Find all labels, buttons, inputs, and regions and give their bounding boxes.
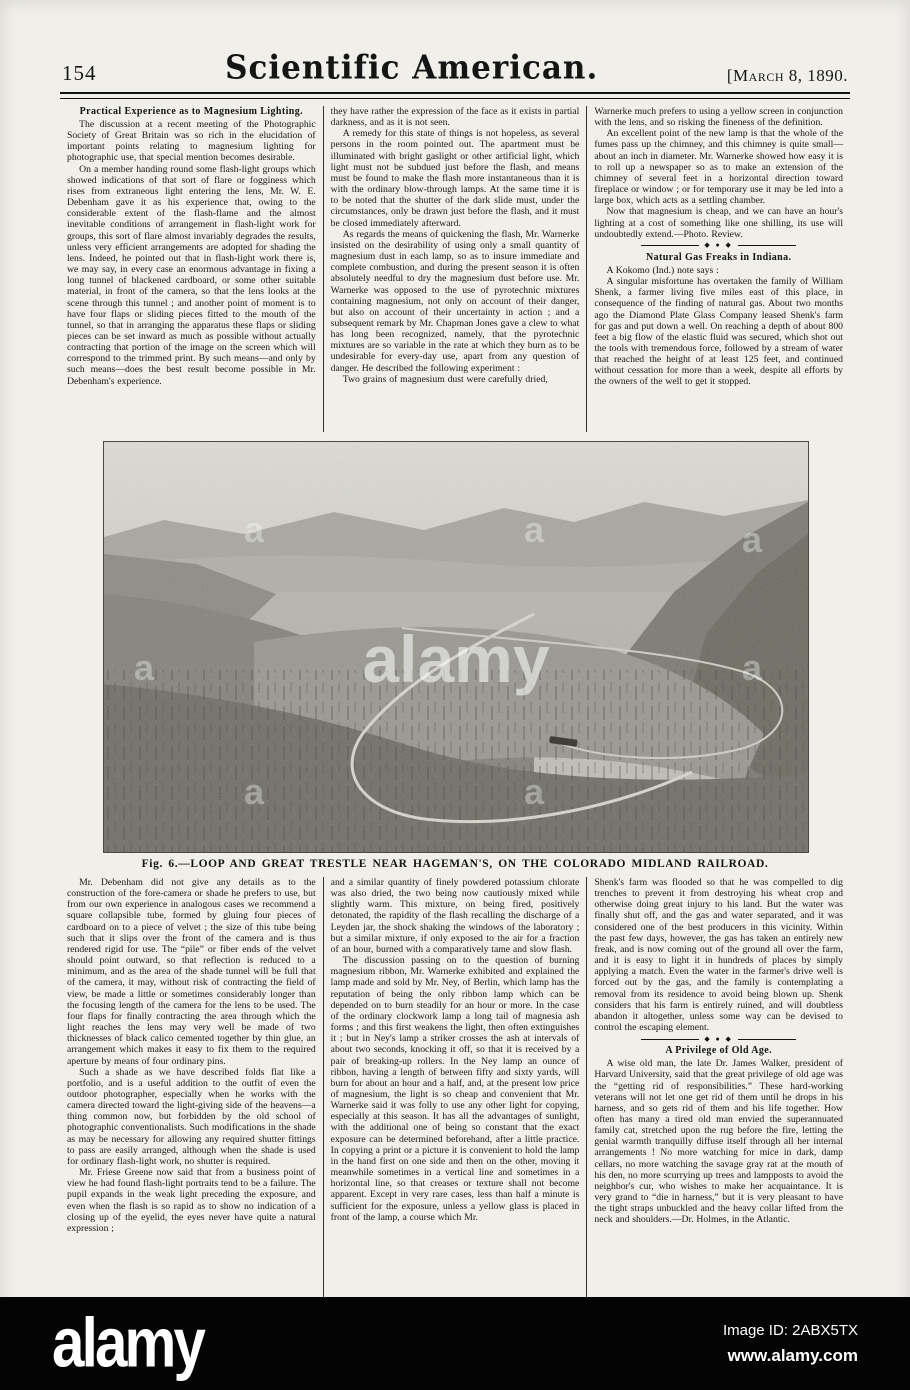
article-paragraph: Warnerke much prefers to using a yellow screen in conjunction with the lens, and so risking the fineness of the definition.: [594, 106, 844, 129]
issue-date: [March 8, 1890.: [726, 66, 848, 85]
image-credits: [723, 1322, 858, 1366]
article-paragraph: An excellent point of the new lamp is that the whole of the fumes pass up the chimney, and this chimney is quite small—about an inch in diameter. Mr. Warnerke showed how easy it is to roll up a newspaper so as to make an extension of the chimney of several feet in a horizontal direction toward fireplace or window ; or for temporary use it may be led into a large box, which acts as a settling chamber.: [594, 128, 844, 207]
article-paragraph: The discussion passing on to the question of burning magnesium ribbon, Mr. Warnerke exhibited and explained the lamp made and sold by Mr. Ney, of Berlin, which lamp has the reputation of being the only ribbon lamp which can be depended on to burn steadily for an hour or more. In the case of the ordinary clockwork lamp a long tail of magnesia ash forms ; and this first weakens the light, then often extinguishes it ; but in Ney's lamp a striker crosses the ash at intervals of about two seconds, knocking it off, so that it is received by a pair of breaking-up rollers. In the Ney lamp an ounce of ribbon, having a length of between fifty and sixty yards, will burn for about an hour and a half, and, at the present low price of magnesium, the light is so cheap and convenient that Mr. Warnerke said it was folly to use any other light for copying, especially at this season. It has all the advantages of sunlight, with the additional one of being so constant that the exact exposure can be determined beforehand, after a little practice. In copying a print or a picture it is convenient to hold the lamp in the hand first on one side and then on the other, moving it meanwhile sometimes in a vertical line and sometimes in a horizontal line, so that creases or texture shall not become apparent. Except in very rare cases, less than half a minute is sufficient for the exposure, unless a yellow glass is placed in front of the lamp, a course which Mr.: [330, 955, 580, 1223]
article-heading-magnesium: Practical Experience as to Magnesium Lighting.: [79, 106, 304, 117]
article-paragraph: and a similar quantity of finely powdered potassium chlorate was also dried, the two being now cautiously mixed while slightly warm. This mixture, on being fired, positively detonated, the rapidity of the flash recalling the discharge of a Leyden jar, the shock shaking the windows of the laboratory ; but a similar mixture, if only exposed to the air for a fraction of an hour, burned with a comparatively tame and slow flash.: [330, 877, 580, 955]
column-2-top: [323, 106, 587, 432]
column-1-bottom: [60, 877, 323, 1301]
watermark-letter: a: [741, 647, 763, 688]
watermark-letter: a: [243, 771, 265, 812]
railroad-loop-photo: [103, 441, 809, 853]
watermark-letter: a: [741, 519, 763, 560]
article-paragraph: The discussion at a recent meeting of the Photographic Society of Great Britain was so rich in the elucidation of important points relating to magnesium lighting for photographic use, that special mention becomes desirable.: [67, 119, 316, 164]
column-3-bottom: [586, 877, 850, 1301]
section-divider-ornament: [594, 240, 843, 252]
watermark-letter: a: [523, 771, 545, 812]
article-paragraph: A remedy for this state of things is not hopeless, as several persons in the room pointed out. The apartment must be illuminated with bright gaslight or other artificial light, which light must not be subdued just before the flash, and means must be found to make the flash more instantaneous than it is with the ordinary blow-through lamps. At the same time it is to be noted that the shutter of the dark slide must, under the circumstances, only be drawn just before the flash, and it must be closed immediately afterward.: [330, 128, 580, 229]
article-paragraph: Such a shade as we have described folds flat like a portfolio, and is a useful addition to the outfit of even the outdoor photographer, especially when he works with the camera directed toward the light-giving side of the heavens—a thing common now, but forbidden by the old school of photographic conventionalists. Such modifications in the shade as may be necessary for allowing any required shutter fittings to pass are easily arranged, although when the shade is used for ordinary flash-light work, no shutter is required.: [67, 1066, 316, 1167]
watermark-letter: a: [523, 509, 545, 550]
column-1-top: [60, 106, 323, 432]
watermark-letter: a: [133, 647, 155, 688]
article-paragraph: Two grains of magnesium dust were carefully dried,: [342, 373, 548, 385]
masthead-title: Scientific American.: [225, 49, 599, 87]
article-paragraph: A Kokomo (Ind.) note says :: [606, 264, 719, 276]
article-paragraph: On a member handing round some flash-light groups which showed indications of that sort of flare or fogginess which rises from extraneous light entering the lens, Mr. W. E. Debenham gave it as his experience that, owing to the considerable extent of the flash-flame and the almost inevitable conditions of arrangement in flash-light work for groups, this sort of flare almost invariably degrades the results, unless very efficient arrangements are adopted for shading the lens. Indeed, he pointed out that in flash-light work there is, we may say, in every case an enormous advantage in fixing a long tunnel of blackened cardboard, or some other suitable material, in front of the camera, so that the lens looks at the scene through this tunnel ; and another point of moment is to have four flaps or sliding pieces fitted to the mouth of the tunnel, so that in arranging the apparatus these flaps or sliding pieces can be set inward as much as possible without actually contracting that portion of the image on the screen which will correspond to the trimmed print. By such means—and only by such means—does the best result become possible in Mr. Debenham's experience.: [67, 163, 316, 387]
bottom-column-section: [60, 877, 850, 1301]
watermark-letter: a: [243, 509, 265, 550]
article-paragraph: Shenk's farm was flooded so that he was compelled to dig trenches to prevent it from destroying his wheat crop and otherwise doing great injury to his land. But the water was finally shut off, and the gas and water separated, and it was considered one of the best producers in this vicinity. Within the past few days, however, the gas has taken an entirely new freak, and is now coming out of the ground all over the farm, and it is easy to light it in hundreds of places by simply applying a match. Even the water in the farmer's drive well is forced out by the gas, and the family is contemplating a removal from its residence to avoid being blown up. Shenk considers that his farm is entirely ruined, and will doubtless abandon it altogether, unless some way can be devised to control the escaping element.: [594, 877, 844, 1034]
railroad-figure: [103, 441, 807, 870]
article-paragraph: As regards the means of quickening the flash, Mr. Warnerke insisted on the desirability of using only a small quantity of magnesium dust in each lamp, so as to insure immediate and complete combustion, and during the present season it is often absolutely needful to dry the magnesium dust before use. Mr. Warnerke was opposed to the use of pyrotechnic mixtures containing magnesium, not only on account of their danger, but also on account of their uncertainty in action ; and a subsequent remark by Mr. Chapman Jones gave a clew to what has long been recognized, namely, that the pyrotechnic mixtures are so variable in the rate at which they burn as to be undesirable for every-day use, apart from any question of danger. He described the following experiment :: [330, 228, 580, 374]
article-paragraph: Now that magnesium is cheap, and we can have an hour's lighting at a cost of something like one shilling, its use will undoubtedly extend.—Photo. Review.: [594, 206, 844, 240]
article-paragraph: they have rather the expression of the face as it exists in partial darkness, and as it is not seen.: [330, 106, 580, 129]
divider-line: [738, 245, 796, 246]
page-number: 154: [62, 61, 97, 85]
column-3-top: [586, 106, 850, 432]
image-id: Image ID: 2ABX5TX: [722, 1321, 858, 1339]
figure-caption: Fig. 6.—LOOP AND GREAT TRESTLE NEAR HAGEMAN'S, ON THE COLORADO MIDLAND RAILROAD.: [141, 858, 769, 870]
article-paragraph: Mr. Friese Greene now said that from a business point of view he had found flash-light portraits tend to be a failure. The pupil expands in the weak light preceding the exposure, and even when the flash is so rapid as to show no indication of a closing up of the eyelid, the eyes never have quite a natural expression ;: [67, 1167, 316, 1234]
article-paragraph: A singular misfortune has overtaken the family of William Shenk, a farmer living five miles east of this place, in consequence of the finding of natural gas. About two months ago the Diamond Plate Glass Company leased Shenk's farm for gas and put down a well. On reaching a depth of about 800 feet a big flow of the elastic fluid was secured, which shot out the tools with tremendous force, followed by a stream of water that reached the height of at least 125 feet, and continued without cessation for more than a week, despite all efforts by the owners of the well to get it stopped.: [594, 276, 844, 388]
header-rule: [60, 92, 850, 99]
article-paragraph: Mr. Debenham did not give any details as to the construction of the fore-camera or shade he prefers to use, but from our own experience in analogous cases we recommend a square collapsible tube, formed by gluing four pieces of cardboard on to a piece of velvet ; the size of this tube being such that it slips over the front of the camera and is thus rendered rigid for use. The “pile” or fiber ends of the velvet should point outward, so that reflection is reduced to a minimum, and as the area of the shade tunnel will be full that of the camera, it may, without risk of contracting the field of view, be made a little or sometimes considerably longer than the focusing length of the camera for the lens to be used. The four flaps for finally contracting the area through which the light reaches the lens may very well be made of two thicknesses of black calico cemented together by thin glue, an arrangement which makes it easy to fix them to the required aperture by means of four ordinary pins.: [67, 877, 316, 1067]
column-2-bottom: [323, 877, 587, 1301]
page-header: [0, 0, 910, 90]
alamy-watermark-bar: [0, 1297, 910, 1390]
alamy-logo: alamy: [52, 1304, 204, 1383]
article-paragraph: A wise old man, the late Dr. James Walker, president of Harvard University, said that the great privilege of old age was the “getting rid of responsibilities.” These hard-working veterans will not let one get rid of them until he drops in his harness, and so gets rid of them and his life together. How often has many a tired old man envied the superannuated family cat, stretched upon the rug before the fire, letting the genial warmth tranquilly diffuse itself through all her internal arrangements ! No more watching for mice in dark, damp cellars, no more watching the savage gray rat at the mouth of his den, no more scurrying up trees and lampposts to avoid the neighbor's cur, who wishes to make her acquaintance. It is very grand to “die in harness,” but it is very pleasant to have the tight straps unbuckled and the heavy collar lifted from the neck and shoulders.—Dr. Holmes, in the Atlantic.: [594, 1058, 844, 1226]
section-divider-ornament: [594, 1033, 843, 1045]
article-heading-old-age: A Privilege of Old Age.: [665, 1045, 773, 1057]
alamy-center-watermark: alamy: [362, 622, 550, 696]
article-heading-natural-gas: Natural Gas Freaks in Indiana.: [645, 251, 792, 263]
divider-line: [641, 1039, 699, 1040]
divider-glyph: ◆ ● ◆: [704, 241, 733, 250]
top-column-section: [60, 106, 850, 432]
divider-line: [738, 1039, 796, 1040]
divider-glyph: ◆ ● ◆: [704, 1034, 733, 1043]
divider-line: [641, 245, 699, 246]
alamy-url: www.alamy.com: [727, 1345, 858, 1365]
